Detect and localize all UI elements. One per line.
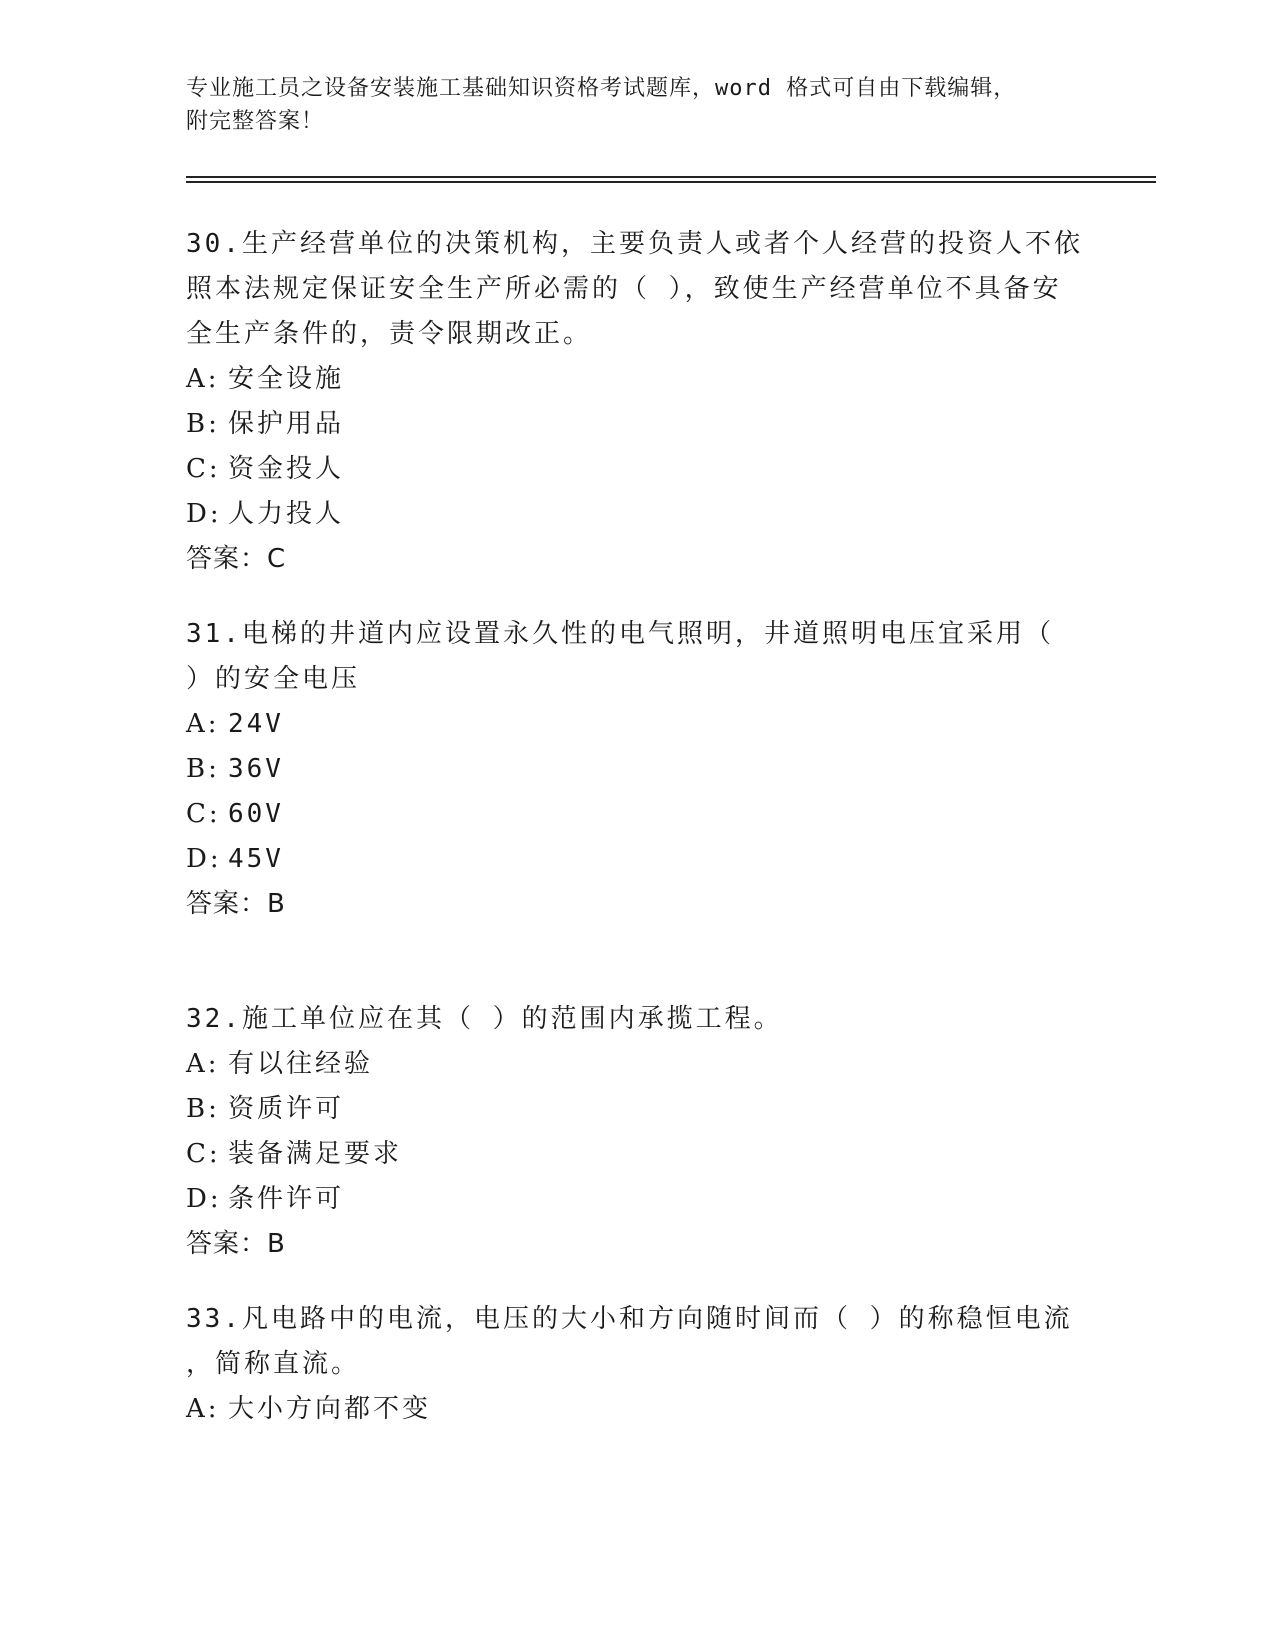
- option-letter: B:: [186, 1094, 220, 1124]
- option-b: [186, 747, 1086, 792]
- option-c: [186, 1132, 1086, 1177]
- option-text: 安全设施: [228, 364, 345, 394]
- question-text-line: 照本法规定保证安全生产所必需的（ ），致使生产经营单位不具备安: [186, 274, 1062, 304]
- option-d: [186, 492, 1086, 537]
- option-b: [186, 402, 1086, 447]
- option-a: [186, 702, 1086, 747]
- option-text: 装备满足要求: [228, 1139, 403, 1169]
- option-letter: B:: [186, 409, 220, 439]
- option-letter: A:: [186, 364, 220, 394]
- option-a: [186, 357, 1086, 402]
- question-text-line: ）的安全电压: [186, 664, 361, 694]
- option-letter: D:: [186, 1184, 222, 1214]
- option-letter: D:: [186, 844, 222, 874]
- option-text: 45V: [228, 844, 284, 874]
- option-d: [186, 837, 1086, 882]
- answer-line: 答案：B: [186, 889, 286, 919]
- option-letter: A:: [186, 1394, 220, 1424]
- option-text: 条件许可: [228, 1184, 345, 1214]
- option-d: [186, 1177, 1086, 1222]
- question-32: [186, 997, 1086, 1267]
- option-text: 36V: [228, 754, 284, 784]
- header-line-1: 专业施工员之设备安装施工基础知识资格考试题库，word 格式可自由下载编辑，: [186, 76, 1017, 101]
- option-text: 资质许可: [228, 1094, 345, 1124]
- question-text-line: ，简称直流。: [186, 1349, 361, 1379]
- document-header: [186, 72, 1156, 138]
- option-text: 保护用品: [228, 409, 345, 439]
- question-31: [186, 612, 1086, 927]
- question-text-line: 33.凡电路中的电流，电压的大小和方向随时间而（ ）的称稳恒电流: [186, 1304, 1073, 1334]
- option-c: [186, 447, 1086, 492]
- answer-line: 答案：B: [186, 1229, 286, 1259]
- option-letter: C:: [186, 799, 221, 829]
- question-30: [186, 222, 1086, 582]
- header-line-2: 附完整答案！: [186, 109, 325, 134]
- option-text: 24V: [228, 709, 284, 739]
- question-33: [186, 1297, 1086, 1432]
- option-letter: B:: [186, 754, 220, 784]
- option-letter: C:: [186, 454, 221, 484]
- option-letter: A:: [186, 1049, 220, 1079]
- header-divider-top: [186, 176, 1156, 178]
- option-text: 资金投人: [228, 454, 345, 484]
- option-a: [186, 1387, 1086, 1432]
- option-letter: D:: [186, 499, 222, 529]
- question-text-line: 31.电梯的井道内应设置永久性的电气照明，井道照明电压宜采用（: [186, 619, 1054, 649]
- option-a: [186, 1042, 1086, 1087]
- option-text: 有以往经验: [228, 1049, 374, 1079]
- option-letter: C:: [186, 1139, 221, 1169]
- option-b: [186, 1087, 1086, 1132]
- option-text: 60V: [228, 799, 284, 829]
- question-text-line: 全生产条件的，责令限期改正。: [186, 319, 593, 349]
- option-text: 大小方向都不变: [228, 1394, 432, 1424]
- option-text: 人力投人: [228, 499, 345, 529]
- header-divider-bottom: [186, 181, 1156, 183]
- option-letter: A:: [186, 709, 220, 739]
- question-text-line: 32.施工单位应在其（ ）的范围内承揽工程。: [186, 1004, 783, 1034]
- option-c: [186, 792, 1086, 837]
- question-text-line: 30.生产经营单位的决策机构，主要负责人或者个人经营的投资人不依: [186, 229, 1083, 259]
- answer-line: 答案：C: [186, 544, 287, 574]
